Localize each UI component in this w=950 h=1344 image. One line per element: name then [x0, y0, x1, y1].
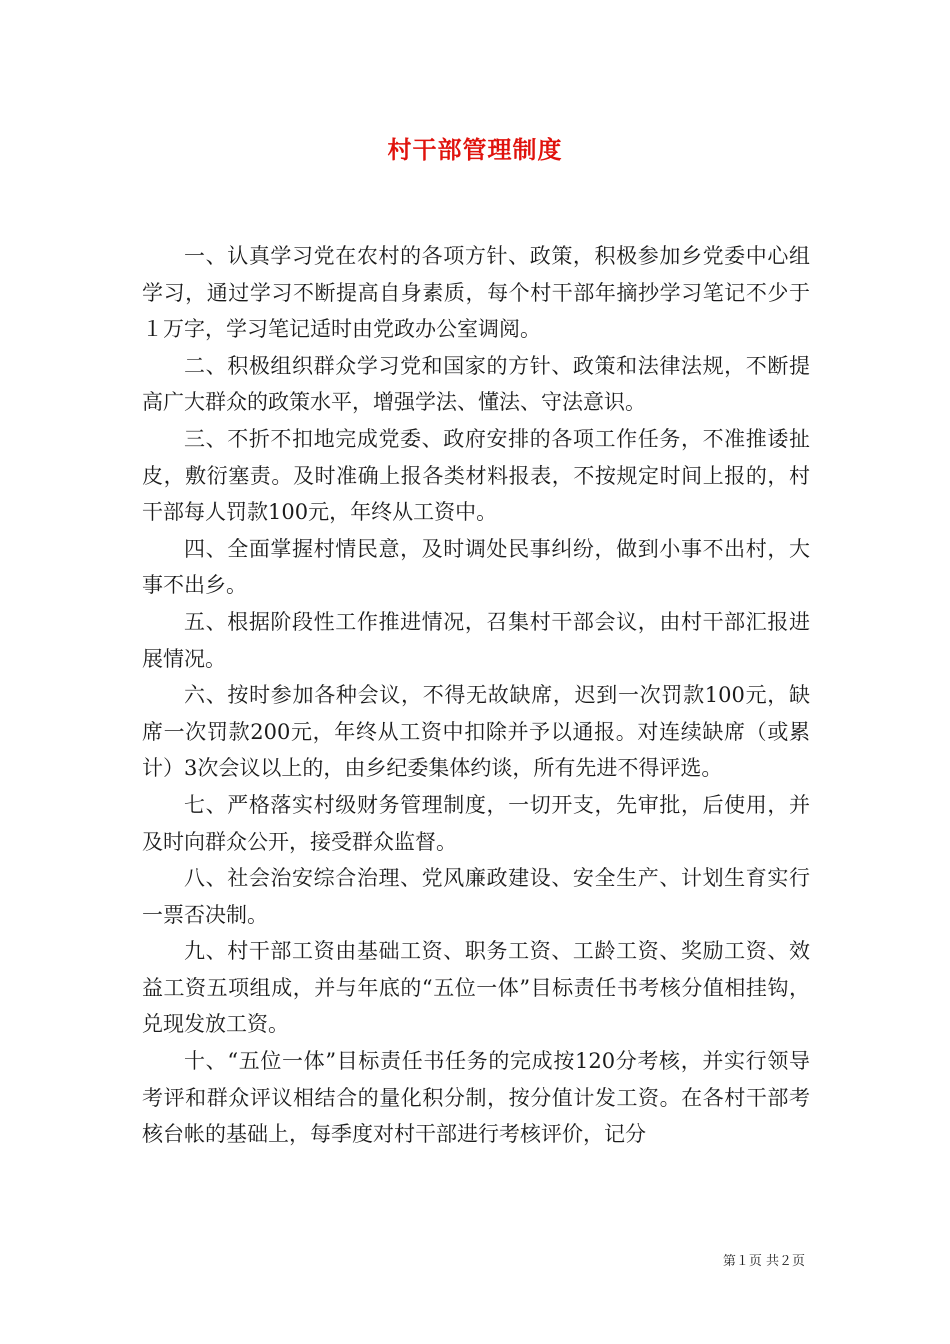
paragraph-7: 七、严格落实村级财务管理制度，一切开支，先审批，后使用，并及时向群众公开，接受群众监督。 — [142, 792, 810, 854]
paragraph-8: 八、社会治安综合治理、党风廉政建设、安全生产、计划生育实行一票否决制。 — [142, 866, 810, 927]
paragraph-9: 九、村干部工资由基础工资、职务工资、工龄工资、奖励工资、效益工资五项组成，并与年底的“五位一体”目标责任书考核分值相挂钩，兑现发放工资。 — [142, 939, 810, 1037]
paragraph-2: 二、积极组织群众学习党和国家的方针、政策和法律法规，不断提高广大群众的政策水平，增强学法、懂法、守法意识。 — [142, 353, 810, 415]
document-body — [142, 238, 810, 1153]
paragraph-10: 十、“五位一体”目标责任书任务的完成按120分考核，并实行领导考评和群众评议相结合的量化积分制，按分值计发工资。在各村干部考核台帐的基础上，每季度对村干部进行考核评价，记分 — [142, 1049, 810, 1147]
paragraph-1: 一、认真学习党在农村的各项方针、政策，积极参加乡党委中心组学习，通过学习不断提高自身素质，每个村干部年摘抄学习笔记不少于１万字，学习笔记适时由党政办公室调阅。 — [142, 244, 810, 342]
page-number-footer: 第１页 共２页 — [722, 1254, 805, 1269]
paragraph-4: 四、全面掌握村情民意，及时调处民事纠纷，做到小事不出村，大事不出乡。 — [142, 536, 810, 598]
paragraph-6: 六、按时参加各种会议，不得无故缺席，迟到一次罚款100元，缺席一次罚款200元，年终从工资中扣除并予以通报。对连续缺席（或累计）3次会议以上的，由乡纪委集体约谈，所有先进不得评选。 — [142, 683, 810, 781]
document-title: 村干部管理制度 — [387, 135, 563, 164]
paragraph-3: 三、不折不扣地完成党委、政府安排的各项工作任务，不准推诿扯皮，敷衍塞责。及时准确上报各类材料报表，不按规定时间上报的，村干部每人罚款100元，年终从工资中。 — [142, 426, 810, 525]
paragraph-5: 五、根据阶段性工作推进情况，召集村干部会议，由村干部汇报进展情况。 — [142, 609, 810, 671]
